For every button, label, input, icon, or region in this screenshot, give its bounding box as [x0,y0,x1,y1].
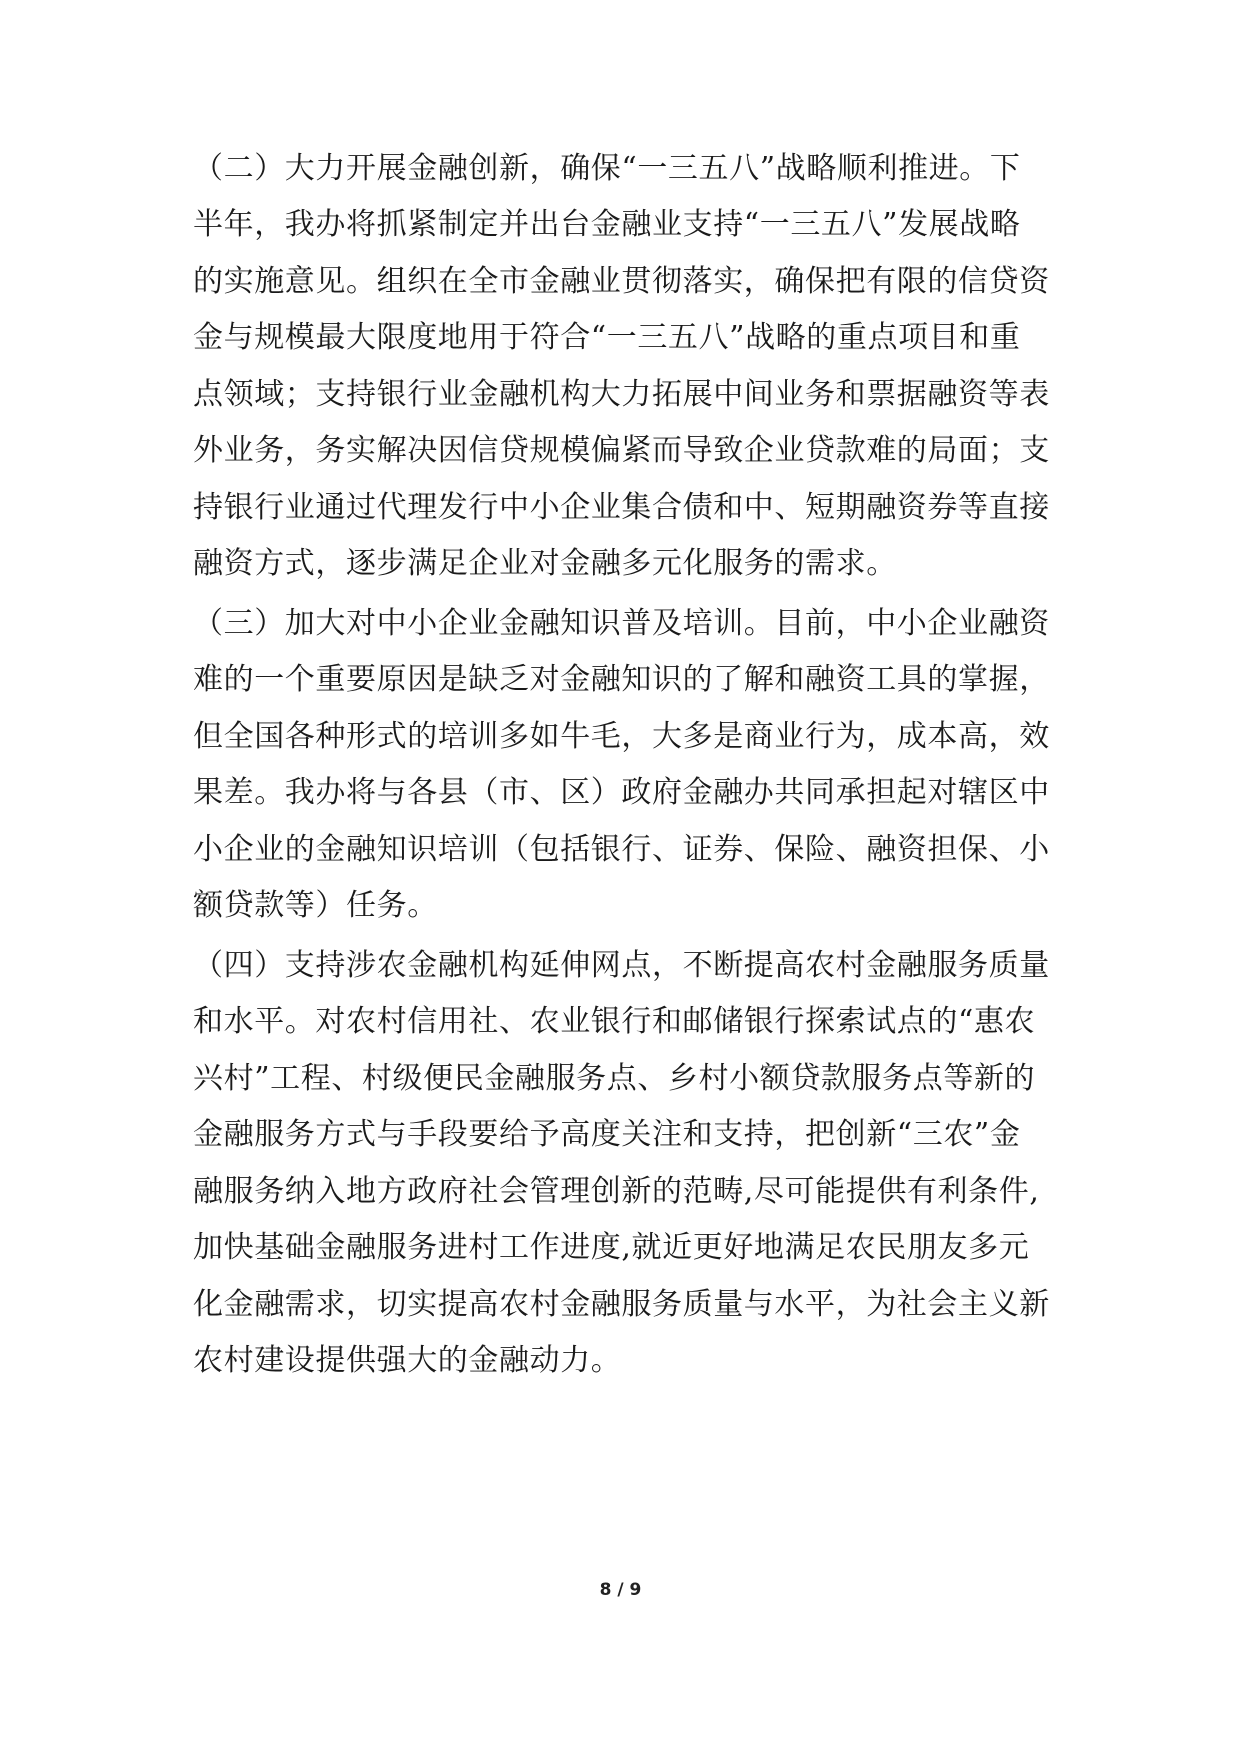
paragraph-4-line-6: 加快基础金融服务进村工作进度,就近更好地满足农民朋友多元 [193,1230,1030,1265]
paragraph-3-line-6: 额贷款等）任务。 [193,888,438,923]
paragraph-4-line-7: 化金融需求，切实提高农村金融服务质量与水平，为社会主义新 [193,1287,1050,1322]
paragraph-3-line-1: （三）加大对中小企业金融知识普及培训。目前，中小企业融资 [193,606,1050,641]
paragraph-2-line-3: 的实施意见。组织在全市金融业贯彻落实，确保把有限的信贷资 [193,264,1050,299]
paragraph-3-line-3: 但全国各种形式的培训多如牛毛，大多是商业行为，成本高，效 [193,719,1050,754]
paragraph-2-line-1: （二）大力开展金融创新，确保“一三五八”战略顺利推进。下 [193,151,1021,186]
paragraph-2-line-5: 点领域；支持银行业金融机构大力拓展中间业务和票据融资等表 [193,377,1050,412]
paragraph-2-line-6: 外业务，务实解决因信贷规模偏紧而导致企业贷款难的局面；支 [193,433,1050,468]
paragraph-3-line-2: 难的一个重要原因是缺乏对金融知识的了解和融资工具的掌握， [193,662,1050,697]
paragraph-2-line-8: 融资方式，逐步满足企业对金融多元化服务的需求。 [193,546,897,581]
paragraph-4-line-3: 兴村”工程、村级便民金融服务点、乡村小额贷款服务点等新的 [193,1061,1036,1096]
paragraph-4-line-1: （四）支持涉农金融机构延伸网点，不断提高农村金融服务质量 [193,948,1050,983]
paragraph-2-line-2: 半年，我办将抓紧制定并出台金融业支持“一三五八”发展战略 [193,207,1021,242]
paragraph-2-line-4: 金与规模最大限度地用于符合“一三五八”战略的重点项目和重 [193,320,1021,355]
paragraph-3-line-5: 小企业的金融知识培训（包括银行、证券、保险、融资担保、小 [193,832,1050,867]
paragraph-3-line-4: 果差。我办将与各县（市、区）政府金融办共同承担起对辖区中 [193,775,1050,810]
paragraph-4-line-4: 金融服务方式与手段要给予高度关注和支持，把创新“三农”金 [193,1117,1021,1152]
paragraph-4-line-5: 融服务纳入地方政府社会管理创新的范畴,尽可能提供有利条件, [193,1174,1040,1209]
page-number: 8 / 9 [599,1580,642,1600]
paragraph-4-line-8: 农村建设提供强大的金融动力。 [193,1343,622,1378]
paragraph-4-line-2: 和水平。对农村信用社、农业银行和邮储银行探索试点的“惠农 [193,1004,1036,1039]
paragraph-2-line-7: 持银行业通过代理发行中小企业集合债和中、短期融资券等直接 [193,490,1050,525]
